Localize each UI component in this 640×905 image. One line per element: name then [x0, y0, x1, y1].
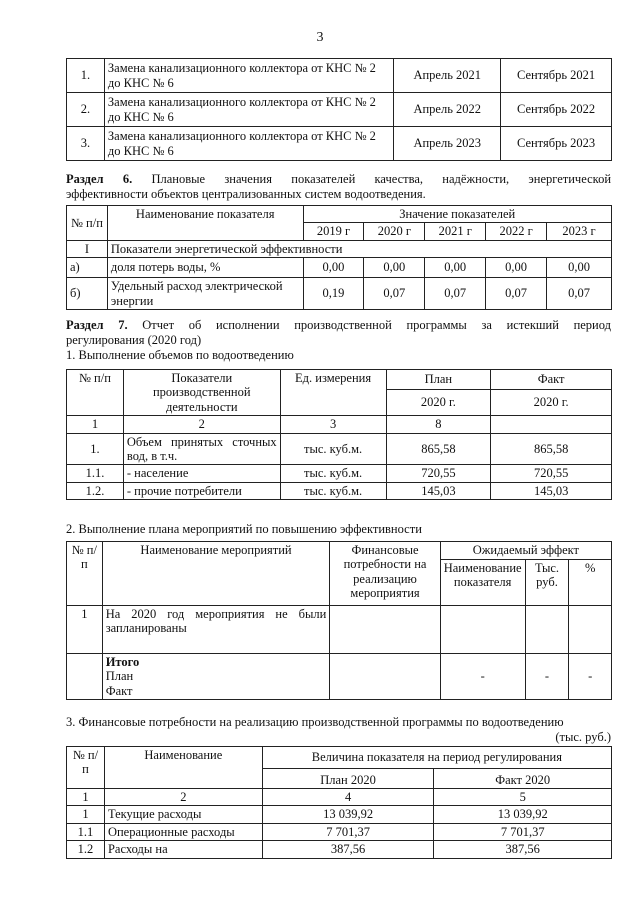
- plan-value: 7 701,37: [262, 823, 434, 840]
- table-row: [67, 482, 612, 499]
- fact-value: 720,55: [491, 465, 612, 482]
- section7-subheading-1: 1. Выполнение объемов по водоотведению: [66, 348, 294, 362]
- header-plan: План 2020: [262, 769, 434, 789]
- row-number: 1.1: [67, 823, 105, 840]
- fact-value: 865,58: [491, 433, 612, 465]
- work-name: Замена канализационного коллектора от КНС № 2 до КНС № 6: [104, 59, 393, 93]
- section7-heading-line1: Отчет об исполнении производственной программы за истекший период: [142, 318, 612, 332]
- volumes-table: [66, 369, 612, 500]
- section6-label: Раздел 6.: [66, 172, 133, 186]
- table-index-row: [67, 789, 612, 806]
- start-date: Апрель 2023: [394, 127, 501, 161]
- table-row: [67, 654, 612, 700]
- header-indicators: Показатели производственной деятельности: [123, 370, 280, 416]
- indicator-value: 0,07: [547, 278, 612, 310]
- plan-value: 145,03: [386, 482, 491, 499]
- total-plan: План: [105, 669, 134, 684]
- header-year: 2020 г: [364, 223, 425, 240]
- indicator-value: 0,00: [303, 258, 364, 278]
- measure-name: На 2020 год мероприятия не были запланированы: [102, 606, 330, 654]
- section7-subheading-3: [66, 715, 611, 745]
- header-year-fact: 2020 г.: [491, 390, 612, 416]
- header-year: 2023 г: [547, 223, 612, 240]
- row-number: б): [67, 278, 108, 310]
- empty-cell: [330, 654, 440, 700]
- header-number: № п/п: [67, 747, 105, 789]
- unit: тыс. куб.м.: [280, 433, 386, 465]
- header-plan: План: [386, 370, 491, 390]
- empty-cell: [569, 606, 612, 654]
- unit: тыс. куб.м.: [280, 482, 386, 499]
- column-index: 3: [280, 416, 386, 433]
- indicator-value: 0,07: [486, 278, 547, 310]
- header-percent: %: [569, 560, 612, 606]
- column-index: 5: [434, 789, 612, 806]
- indicator-value: 0,19: [303, 278, 364, 310]
- indicator-value: 0,00: [547, 258, 612, 278]
- empty-cell: [440, 606, 525, 654]
- empty-cell: [330, 606, 440, 654]
- section7-heading-line2: регулирования (2020 год): [66, 333, 202, 347]
- row-number: 1.: [67, 433, 124, 465]
- work-name: Замена канализационного коллектора от КНС № 2 до КНС № 6: [104, 127, 393, 161]
- table-row: [67, 258, 612, 278]
- table-row: [67, 841, 612, 858]
- header-indicator: Наименование показателя: [440, 560, 525, 606]
- end-date: Сентябрь 2023: [501, 127, 612, 161]
- header-indicator-name: Наименование показателя: [107, 206, 303, 241]
- fact-value: 387,56: [434, 841, 612, 858]
- financial-table: [66, 746, 612, 859]
- indicator-name: - прочие потребители: [123, 482, 280, 499]
- header-name: Наименование: [104, 747, 262, 789]
- header-year: 2019 г: [303, 223, 364, 240]
- indicator-value: 0,07: [425, 278, 486, 310]
- table-row: [67, 465, 612, 482]
- unit: тыс. куб.м.: [280, 465, 386, 482]
- dash-cell: -: [569, 654, 612, 700]
- empty-cell: [525, 606, 569, 654]
- indicator-name: Удельный расход электрической энергии: [107, 278, 303, 310]
- header-expected-effect: Ожидаемый эффект: [440, 542, 611, 560]
- column-index: [491, 416, 612, 433]
- total-fact: Факт: [105, 683, 133, 698]
- header-period-value: Величина показателя на период регулирования: [262, 747, 611, 769]
- header-number: № п/п: [67, 370, 124, 416]
- indicator-value: 0,00: [364, 258, 425, 278]
- table-row: [67, 278, 612, 310]
- column-index: 1: [67, 416, 124, 433]
- table-header-row: [67, 747, 612, 769]
- start-date: Апрель 2021: [394, 59, 501, 93]
- header-values: Значение показателей: [303, 206, 612, 223]
- indicator-value: 0,00: [486, 258, 547, 278]
- plan-value: 865,58: [386, 433, 491, 465]
- page-number: 3: [316, 30, 324, 45]
- end-date: Сентябрь 2022: [501, 93, 612, 127]
- schedule-table: [66, 58, 612, 161]
- plan-value: 13 039,92: [262, 806, 434, 823]
- indicators-table: [66, 205, 612, 310]
- row-number: 3.: [67, 127, 105, 161]
- table-index-row: [67, 416, 612, 433]
- row-number: 1: [67, 606, 103, 654]
- row-number: а): [67, 258, 108, 278]
- header-year-plan: 2020 г.: [386, 390, 491, 416]
- plan-value: 720,55: [386, 465, 491, 482]
- section7-subheading-3-text: 3. Финансовые потребности на реализацию производственной программы по водоотведению: [66, 715, 564, 729]
- table-row: [67, 606, 612, 654]
- indicator-name: доля потерь воды, %: [107, 258, 303, 278]
- section7-label: Раздел 7.: [66, 318, 128, 332]
- group-number: I: [67, 240, 108, 257]
- measures-table: [66, 541, 612, 700]
- row-number: 1.2.: [67, 482, 124, 499]
- header-year: 2021 г: [425, 223, 486, 240]
- section7-heading: [66, 318, 611, 363]
- table-row: [67, 93, 612, 127]
- indicator-name: Объем принятых сточных вод, в т.ч.: [123, 433, 280, 465]
- expense-name: Текущие расходы: [104, 806, 262, 823]
- table-header-row: [67, 542, 612, 560]
- column-index: 4: [262, 789, 434, 806]
- column-index: 2: [104, 789, 262, 806]
- header-year: 2022 г: [486, 223, 547, 240]
- column-index: 1: [67, 789, 105, 806]
- expense-name: Расходы на: [104, 841, 262, 858]
- table-row: [67, 59, 612, 93]
- fact-value: 13 039,92: [434, 806, 612, 823]
- table-header-row: [67, 370, 612, 390]
- table-row: [67, 127, 612, 161]
- table-row: [67, 240, 612, 257]
- end-date: Сентябрь 2021: [501, 59, 612, 93]
- indicator-value: 0,00: [425, 258, 486, 278]
- column-index: 8: [386, 416, 491, 433]
- empty-cell: [67, 654, 103, 700]
- total-cell: [102, 654, 330, 700]
- row-number: 1.1.: [67, 465, 124, 482]
- unit-note: (тыс. руб.): [555, 730, 611, 744]
- work-name: Замена канализационного коллектора от КНС № 2 до КНС № 6: [104, 93, 393, 127]
- header-thousand-rub: Тыс. руб.: [525, 560, 569, 606]
- header-unit: Ед. измерения: [280, 370, 386, 416]
- section6-heading-line1: Плановые значения показателей качества, надёжности, энергетической: [151, 172, 612, 186]
- table-row: [67, 823, 612, 840]
- header-fact: Факт 2020: [434, 769, 612, 789]
- section7-subheading-2: 2. Выполнение плана мероприятий по повышению эффективности: [66, 522, 422, 536]
- group-name: Показатели энергетической эффективности: [107, 240, 611, 257]
- start-date: Апрель 2022: [394, 93, 501, 127]
- column-index: 2: [123, 416, 280, 433]
- indicator-name: - население: [123, 465, 280, 482]
- plan-value: 387,56: [262, 841, 434, 858]
- fact-value: 7 701,37: [434, 823, 612, 840]
- expense-name: Операционные расходы: [104, 823, 262, 840]
- row-number: 2.: [67, 93, 105, 127]
- header-fact: Факт: [491, 370, 612, 390]
- row-number: 1.: [67, 59, 105, 93]
- header-measure-name: Наименование мероприятий: [102, 542, 330, 606]
- table-row: [67, 433, 612, 465]
- header-number: № п/п: [67, 206, 108, 241]
- dash-cell: -: [440, 654, 525, 700]
- header-financial-needs: Финансовые потребности на реализацию мероприятия: [330, 542, 440, 606]
- indicator-value: 0,07: [364, 278, 425, 310]
- row-number: 1.2: [67, 841, 105, 858]
- dash-cell: -: [525, 654, 569, 700]
- fact-value: 145,03: [491, 482, 612, 499]
- section6-heading: [66, 172, 611, 202]
- table-row: [67, 806, 612, 823]
- row-number: 1: [67, 806, 105, 823]
- section6-heading-line2: эффективности объектов централизованных систем водоотведения.: [66, 187, 426, 201]
- total-title: Итого: [105, 655, 140, 669]
- table-header-row: [67, 206, 612, 223]
- header-number: № п/ п: [67, 542, 103, 606]
